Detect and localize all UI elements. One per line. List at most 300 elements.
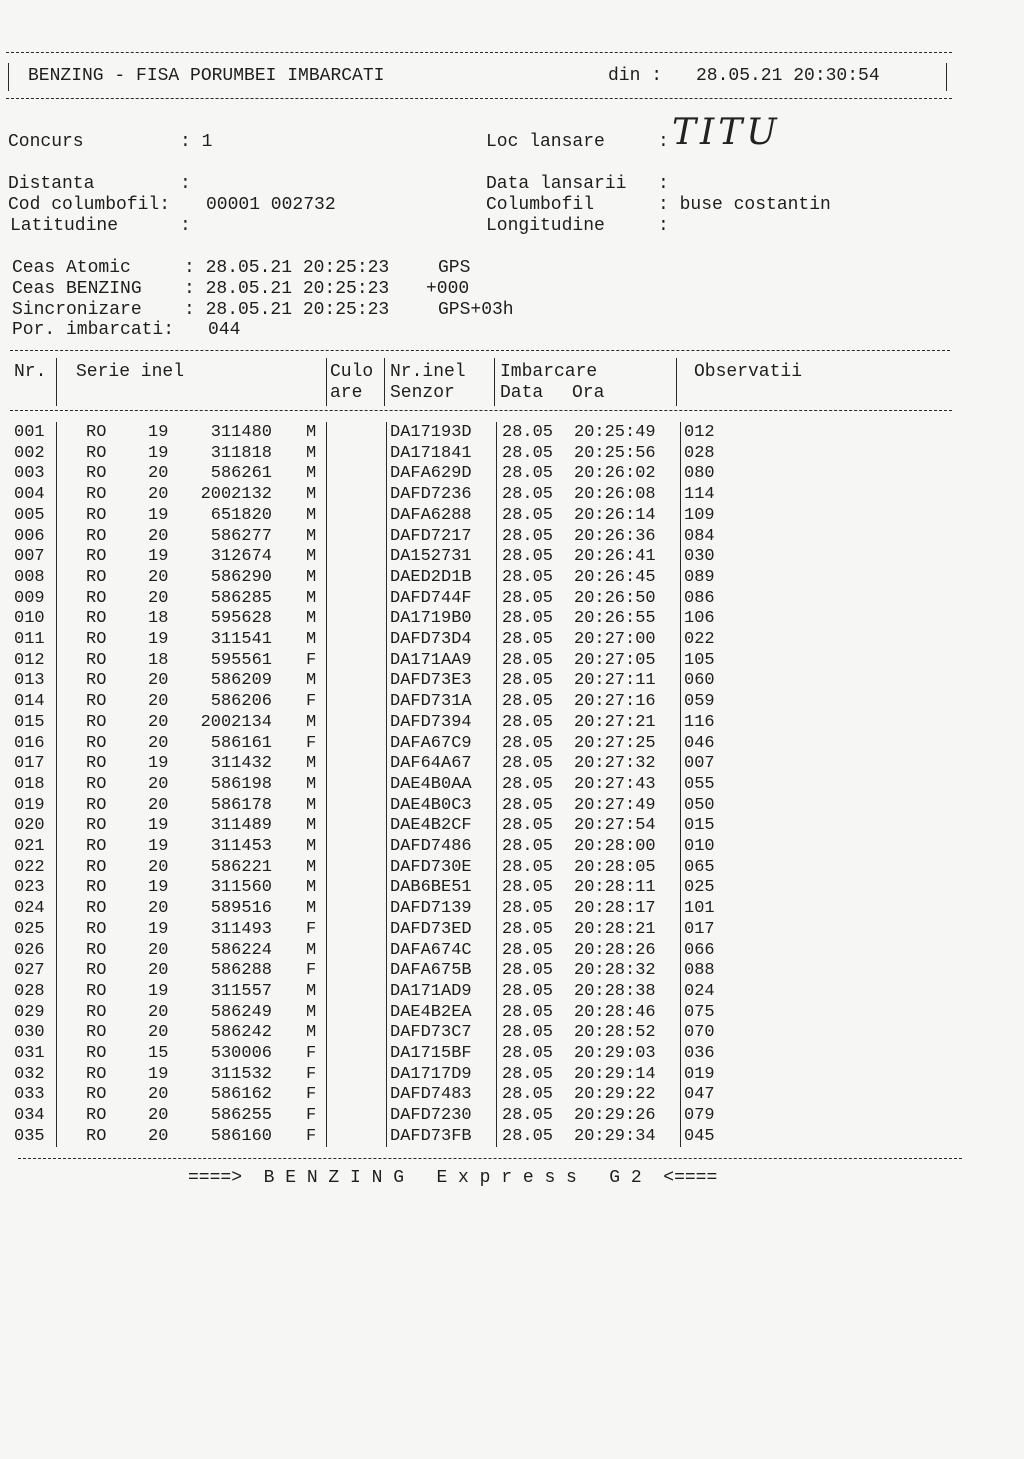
cell-dat: 28.05 [502, 567, 554, 587]
table-header-divider [10, 410, 952, 411]
table-row [0, 837, 1024, 858]
cell-sen: DAFA6288 [390, 505, 472, 525]
cell-sen: DA1715BF [390, 1044, 472, 1063]
table-row [0, 920, 1024, 941]
data-lansarii-value: : [658, 174, 669, 194]
header-left-border [8, 63, 9, 91]
cell-sex: F [306, 961, 317, 981]
cell-obs: 106 [684, 609, 715, 629]
cell-ora: 20:27:00 [574, 630, 656, 649]
col-culoare-header-2: are [330, 383, 363, 403]
cell-obs: 047 [684, 1085, 715, 1105]
cell-nr: 013 [14, 671, 45, 691]
cell-yr: 19 [148, 630, 169, 649]
cell-cc: RO [86, 878, 107, 898]
cell-dat: 28.05 [502, 754, 554, 774]
cell-yr: 19 [148, 754, 169, 774]
cell-cc: RO [86, 650, 107, 670]
cell-obs: 050 [684, 795, 715, 815]
cell-num: 651820 [210, 505, 272, 525]
cell-cc: RO [86, 423, 107, 442]
cell-nr: 019 [14, 795, 45, 815]
table-row [0, 734, 1024, 755]
col-ora-header: Ora [572, 383, 605, 403]
cell-sen: DAE4B0C3 [390, 795, 472, 815]
cell-dat: 28.05 [502, 609, 554, 629]
table-row [0, 630, 1024, 651]
header-sep-1 [56, 358, 57, 406]
cell-num: 311432 [210, 754, 272, 774]
cell-obs: 036 [684, 1044, 715, 1063]
cell-sex: M [306, 1002, 317, 1022]
table-row [0, 878, 1024, 899]
cell-nr: 016 [14, 733, 45, 753]
cell-num: 586285 [210, 588, 272, 608]
cell-obs: 079 [684, 1106, 715, 1126]
cell-yr: 20 [148, 1023, 169, 1043]
cell-num: 586288 [210, 961, 272, 981]
cell-dat: 28.05 [502, 1085, 554, 1105]
cell-sen: DAFD7139 [390, 899, 472, 919]
col-imbarcare-header: Imbarcare [500, 362, 598, 382]
cell-nr: 027 [14, 961, 45, 981]
cell-sen: DAFD7394 [390, 712, 472, 732]
cell-cc: RO [86, 1106, 107, 1126]
porumbei-imbarcati-value: 044 [208, 320, 241, 340]
cell-sex: M [306, 505, 317, 525]
cell-obs: 086 [684, 588, 715, 608]
ceas-benzing-label: Ceas BENZING [12, 279, 142, 299]
cell-cc: RO [86, 774, 107, 794]
cell-dat: 28.05 [502, 837, 554, 856]
cell-ora: 20:28:05 [574, 857, 656, 877]
cell-num: 311818 [210, 443, 272, 463]
cell-nr: 032 [14, 1064, 45, 1084]
cell-obs: 109 [684, 505, 715, 525]
cell-cc: RO [86, 1044, 107, 1063]
cell-obs: 017 [684, 919, 715, 939]
cell-yr: 20 [148, 692, 169, 712]
cell-yr: 19 [148, 547, 169, 567]
cell-ora: 20:28:00 [574, 837, 656, 856]
cell-yr: 19 [148, 423, 169, 442]
cell-cc: RO [86, 1002, 107, 1022]
cell-nr: 006 [14, 526, 45, 546]
cell-yr: 19 [148, 878, 169, 898]
cell-num: 595561 [210, 650, 272, 670]
table-row [0, 692, 1024, 713]
cell-nr: 004 [14, 485, 45, 505]
cell-num: 589516 [210, 899, 272, 919]
cell-ora: 20:25:56 [574, 443, 656, 463]
table-row [0, 671, 1024, 692]
din-label: din : [608, 66, 663, 86]
cell-cc: RO [86, 1085, 107, 1105]
col-observatii-header: Observatii [694, 362, 803, 382]
cell-sex: M [306, 485, 317, 505]
cell-yr: 19 [148, 919, 169, 939]
cod-columbofil-value: 00001 002732 [206, 195, 336, 215]
longitudine-value: : [658, 216, 669, 236]
cell-cc: RO [86, 609, 107, 629]
cell-ora: 20:28:26 [574, 940, 656, 960]
cell-sen: DAFD73D4 [390, 630, 472, 649]
table-row [0, 1127, 1024, 1148]
sincronizare-suffix: GPS+03h [438, 300, 514, 320]
cell-ora: 20:28:52 [574, 1023, 656, 1043]
report-title: BENZING - FISA PORUMBEI IMBARCATI [28, 66, 385, 86]
cell-sen: DAFD7217 [390, 526, 472, 546]
header-top-border [6, 52, 952, 53]
col-nr-inel-header-1: Nr.inel [390, 362, 466, 382]
cell-sen: DAFD7483 [390, 1085, 472, 1105]
cell-obs: 028 [684, 443, 715, 463]
cell-nr: 012 [14, 650, 45, 670]
cell-sex: M [306, 795, 317, 815]
cell-num: 311493 [210, 919, 272, 939]
cell-dat: 28.05 [502, 547, 554, 567]
table-row [0, 527, 1024, 548]
cell-sen: DAFD73ED [390, 919, 472, 939]
cell-obs: 105 [684, 650, 715, 670]
cell-ora: 20:28:46 [574, 1002, 656, 1022]
cell-dat: 28.05 [502, 464, 554, 484]
table-row [0, 423, 1024, 444]
table-bottom-border [18, 1158, 962, 1159]
cell-dat: 28.05 [502, 1064, 554, 1084]
cell-sex: F [306, 1085, 317, 1105]
cell-cc: RO [86, 485, 107, 505]
cell-num: 2002134 [200, 712, 272, 732]
cell-nr: 034 [14, 1106, 45, 1126]
cell-dat: 28.05 [502, 1106, 554, 1126]
cell-cc: RO [86, 857, 107, 877]
cell-dat: 28.05 [502, 650, 554, 670]
cell-sex: M [306, 464, 317, 484]
cell-obs: 066 [684, 940, 715, 960]
cell-ora: 20:27:21 [574, 712, 656, 732]
cell-obs: 025 [684, 878, 715, 898]
cell-obs: 075 [684, 1002, 715, 1022]
cell-dat: 28.05 [502, 1002, 554, 1022]
cell-sex: F [306, 919, 317, 939]
header-sep-4 [494, 358, 495, 406]
cell-ora: 20:28:38 [574, 981, 656, 1001]
cell-yr: 20 [148, 712, 169, 732]
table-row [0, 961, 1024, 982]
cell-num: 311489 [210, 816, 272, 836]
cell-obs: 024 [684, 981, 715, 1001]
cell-ora: 20:27:43 [574, 774, 656, 794]
cell-obs: 116 [684, 712, 715, 732]
cell-cc: RO [86, 837, 107, 856]
cell-ora: 20:26:08 [574, 485, 656, 505]
cell-nr: 011 [14, 630, 45, 649]
cell-sex: F [306, 692, 317, 712]
table-row [0, 464, 1024, 485]
cell-sen: DAE4B0AA [390, 774, 472, 794]
cell-num: 530006 [210, 1044, 272, 1063]
cell-yr: 20 [148, 1002, 169, 1022]
cell-dat: 28.05 [502, 878, 554, 898]
cell-nr: 003 [14, 464, 45, 484]
cell-yr: 20 [148, 899, 169, 919]
cell-sen: DA152731 [390, 547, 472, 567]
cell-obs: 088 [684, 961, 715, 981]
cell-obs: 030 [684, 547, 715, 567]
cell-obs: 084 [684, 526, 715, 546]
cell-num: 586249 [210, 1002, 272, 1022]
cell-cc: RO [86, 692, 107, 712]
din-value: 28.05.21 20:30:54 [696, 66, 880, 86]
cell-ora: 20:28:21 [574, 919, 656, 939]
cell-sex: M [306, 1023, 317, 1043]
cell-yr: 20 [148, 733, 169, 753]
cell-yr: 20 [148, 588, 169, 608]
cell-cc: RO [86, 919, 107, 939]
col-nr-header: Nr. [14, 362, 47, 382]
cell-ora: 20:28:17 [574, 899, 656, 919]
table-row [0, 444, 1024, 465]
table-row [0, 899, 1024, 920]
cell-ora: 20:26:41 [574, 547, 656, 567]
cell-sen: DAFD730E [390, 857, 472, 877]
table-row [0, 609, 1024, 630]
cell-obs: 012 [684, 423, 715, 442]
cell-sex: M [306, 940, 317, 960]
cell-cc: RO [86, 940, 107, 960]
cell-ora: 20:29:34 [574, 1126, 656, 1146]
cell-obs: 045 [684, 1126, 715, 1146]
cell-sen: DAED2D1B [390, 567, 472, 587]
concurs-value: : 1 [180, 132, 213, 152]
cell-nr: 017 [14, 754, 45, 774]
cell-cc: RO [86, 588, 107, 608]
cell-dat: 28.05 [502, 981, 554, 1001]
cell-ora: 20:26:02 [574, 464, 656, 484]
sincronizare-value: : 28.05.21 20:25:23 [184, 300, 390, 320]
table-row [0, 775, 1024, 796]
cod-columbofil-label: Cod columbofil: [8, 195, 171, 215]
cell-obs: 065 [684, 857, 715, 877]
cell-yr: 19 [148, 443, 169, 463]
columbofil-label: Columbofil [486, 195, 595, 215]
cell-dat: 28.05 [502, 588, 554, 608]
cell-sen: DA17193D [390, 423, 472, 442]
table-row [0, 589, 1024, 610]
cell-obs: 019 [684, 1064, 715, 1084]
cell-num: 586224 [210, 940, 272, 960]
cell-yr: 20 [148, 1085, 169, 1105]
header-sep-5 [676, 358, 677, 406]
cell-yr: 15 [148, 1044, 169, 1063]
ceas-benzing-value: : 28.05.21 20:25:23 [184, 279, 390, 299]
cell-num: 586160 [210, 1126, 272, 1146]
cell-num: 586290 [210, 567, 272, 587]
cell-yr: 20 [148, 485, 169, 505]
sincronizare-label: Sincronizare [12, 300, 142, 320]
cell-num: 586162 [210, 1085, 272, 1105]
cell-nr: 005 [14, 505, 45, 525]
cell-nr: 035 [14, 1126, 45, 1146]
cell-cc: RO [86, 630, 107, 649]
ceas-atomic-label: Ceas Atomic [12, 258, 131, 278]
cell-ora: 20:27:05 [574, 650, 656, 670]
cell-sen: DAFD73E3 [390, 671, 472, 691]
cell-num: 311560 [210, 878, 272, 898]
cell-sex: F [306, 650, 317, 670]
cell-cc: RO [86, 1064, 107, 1084]
cell-nr: 033 [14, 1085, 45, 1105]
cell-cc: RO [86, 816, 107, 836]
table-row [0, 1106, 1024, 1127]
cell-dat: 28.05 [502, 899, 554, 919]
cell-num: 586242 [210, 1023, 272, 1043]
cell-dat: 28.05 [502, 692, 554, 712]
ceas-atomic-suffix: GPS [438, 258, 471, 278]
cell-sen: DAFD731A [390, 692, 472, 712]
cell-sen: DA1717D9 [390, 1064, 472, 1084]
cell-nr: 021 [14, 837, 45, 856]
cell-cc: RO [86, 899, 107, 919]
cell-sen: DAFD7230 [390, 1106, 472, 1126]
cell-obs: 114 [684, 485, 715, 505]
cell-obs: 046 [684, 733, 715, 753]
cell-yr: 20 [148, 526, 169, 546]
cell-obs: 007 [684, 754, 715, 774]
cell-dat: 28.05 [502, 630, 554, 649]
header-sep-2 [326, 358, 327, 406]
cell-dat: 28.05 [502, 919, 554, 939]
cell-sex: M [306, 857, 317, 877]
cell-nr: 026 [14, 940, 45, 960]
cell-sen: DA171AD9 [390, 981, 472, 1001]
cell-ora: 20:26:14 [574, 505, 656, 525]
cell-yr: 19 [148, 981, 169, 1001]
cell-dat: 28.05 [502, 816, 554, 836]
cell-ora: 20:25:49 [574, 423, 656, 442]
cell-yr: 19 [148, 1064, 169, 1084]
col-data-header: Data [500, 383, 544, 403]
cell-cc: RO [86, 1126, 107, 1146]
cell-ora: 20:27:25 [574, 733, 656, 753]
cell-cc: RO [86, 505, 107, 525]
cell-nr: 020 [14, 816, 45, 836]
cell-obs: 089 [684, 567, 715, 587]
cell-sex: M [306, 899, 317, 919]
cell-num: 586178 [210, 795, 272, 815]
cell-sex: M [306, 878, 317, 898]
cell-yr: 18 [148, 609, 169, 629]
table-row [0, 1044, 1024, 1065]
concurs-label: Concurs [8, 132, 84, 152]
cell-nr: 028 [14, 981, 45, 1001]
cell-nr: 002 [14, 443, 45, 463]
cell-nr: 014 [14, 692, 45, 712]
cell-cc: RO [86, 961, 107, 981]
cell-sex: M [306, 837, 317, 856]
cell-yr: 20 [148, 671, 169, 691]
cell-sex: M [306, 630, 317, 649]
col-serie-inel-header: Serie inel [76, 362, 185, 382]
cell-sen: DAFD7486 [390, 837, 472, 856]
cell-ora: 20:27:32 [574, 754, 656, 774]
cell-dat: 28.05 [502, 526, 554, 546]
cell-sex: M [306, 567, 317, 587]
cell-ora: 20:26:36 [574, 526, 656, 546]
cell-nr: 009 [14, 588, 45, 608]
columbofil-value: : buse costantin [658, 195, 831, 215]
cell-cc: RO [86, 733, 107, 753]
cell-yr: 20 [148, 961, 169, 981]
cell-nr: 001 [14, 423, 45, 442]
table-row [0, 1065, 1024, 1086]
cell-cc: RO [86, 567, 107, 587]
cell-dat: 28.05 [502, 423, 554, 442]
cell-ora: 20:27:11 [574, 671, 656, 691]
cell-sen: DAFA674C [390, 940, 472, 960]
cell-dat: 28.05 [502, 1126, 554, 1146]
cell-cc: RO [86, 443, 107, 463]
latitudine-value: : [180, 216, 191, 236]
cell-sex: M [306, 981, 317, 1001]
cell-obs: 070 [684, 1023, 715, 1043]
cell-dat: 28.05 [502, 774, 554, 794]
cell-num: 311480 [210, 423, 272, 442]
table-row [0, 941, 1024, 962]
table-row [0, 1023, 1024, 1044]
cell-sex: F [306, 1064, 317, 1084]
cell-sen: DAE4B2EA [390, 1002, 472, 1022]
cell-nr: 015 [14, 712, 45, 732]
cell-yr: 20 [148, 464, 169, 484]
cell-sex: F [306, 1126, 317, 1146]
cell-obs: 101 [684, 899, 715, 919]
cell-num: 311541 [210, 630, 272, 649]
cell-sex: F [306, 733, 317, 753]
cell-sen: DAFA629D [390, 464, 472, 484]
cell-num: 586221 [210, 857, 272, 877]
cell-yr: 20 [148, 857, 169, 877]
loc-lansare-colon: : [658, 132, 669, 152]
cell-sex: F [306, 1106, 317, 1126]
cell-yr: 18 [148, 650, 169, 670]
cell-obs: 055 [684, 774, 715, 794]
cell-cc: RO [86, 671, 107, 691]
cell-sex: M [306, 754, 317, 774]
header-bottom-border [6, 98, 952, 99]
data-lansarii-label: Data lansarii [486, 174, 627, 194]
cell-nr: 007 [14, 547, 45, 567]
cell-yr: 20 [148, 1126, 169, 1146]
cell-sen: DA1719B0 [390, 609, 472, 629]
cell-num: 311557 [210, 981, 272, 1001]
table-row [0, 858, 1024, 879]
cell-ora: 20:27:16 [574, 692, 656, 712]
cell-ora: 20:26:55 [574, 609, 656, 629]
col-culoare-header-1: Culo [330, 362, 374, 382]
cell-ora: 20:26:45 [574, 567, 656, 587]
ceas-benzing-suffix: +000 [426, 279, 470, 299]
loc-lansare-handwritten: TITU [672, 112, 781, 153]
ceas-atomic-value: : 28.05.21 20:25:23 [184, 258, 390, 278]
table-row [0, 713, 1024, 734]
cell-sen: DAFD73FB [390, 1126, 472, 1146]
cell-sex: M [306, 588, 317, 608]
table-row [0, 982, 1024, 1003]
cell-sex: M [306, 774, 317, 794]
cell-yr: 19 [148, 816, 169, 836]
